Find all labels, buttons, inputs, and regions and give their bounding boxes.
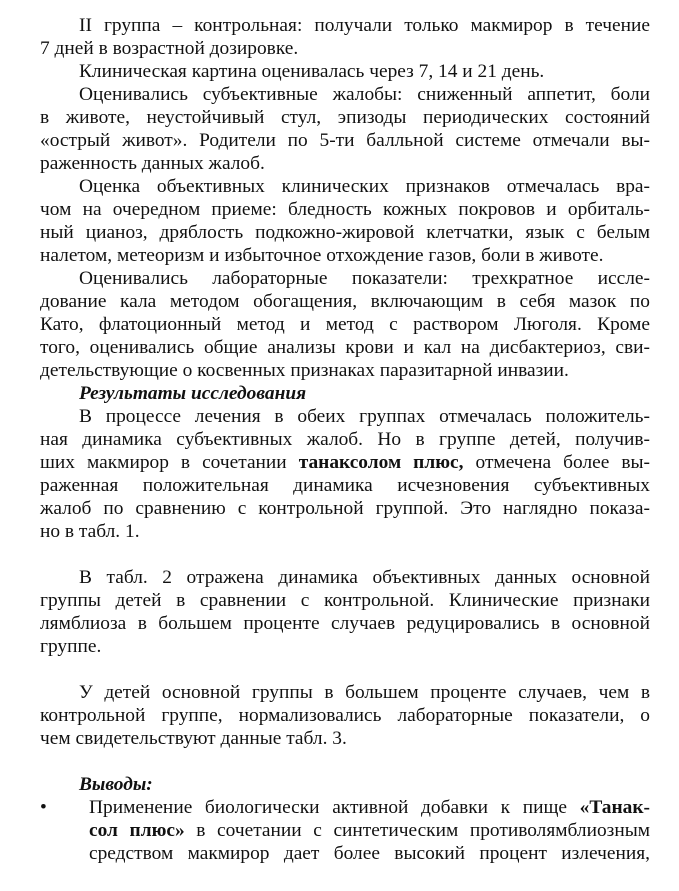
text-line: чем свидетельствуют данные табл. 3. (40, 728, 347, 749)
bullet-icon: • (40, 797, 47, 818)
text-line: II группа – контрольная: получали только макмирор в течение (79, 15, 650, 36)
text-run: ших макмирор в сочетании (40, 452, 299, 473)
conclusions-heading: Выводы: (79, 774, 153, 795)
text-line: ная динамика субъективных жалоб. Но в группе детей, получив- (40, 429, 650, 450)
text-run: в сочетании с синтетическим противолямблиозным (184, 820, 651, 841)
text-line: контрольной группе, нормализовались лабораторные показатели, о (40, 705, 650, 726)
text-line (40, 819, 650, 842)
text-line: Клиническая картина оценивалась через 7, 14 и 21 день. (79, 61, 545, 82)
text-line: В табл. 2 отражена динамика объективных данных основной (79, 567, 650, 588)
text-run: отмечена более вы- (463, 452, 650, 473)
text-line: детельствующие о косвенных признаках паразитарной инвазии. (40, 360, 569, 381)
text-line: чом на очередном приеме: бледность кожных покровов и орбиталь- (40, 199, 650, 220)
text-line: но в табл. 1. (40, 521, 140, 542)
bold-product-name: сол плюс» (89, 820, 185, 841)
text-line: в животе, неустойчивый стул, эпизоды периодических состояний (40, 107, 650, 128)
text-line: У детей основной группы в большем проценте случаев, чем в (79, 682, 650, 703)
text-line: группы детей в сравнении с контрольной. Клинические признаки (40, 590, 650, 611)
text-line: группе. (40, 636, 102, 657)
text-run: Применение биологически активной добавки к пище (89, 797, 580, 818)
text-line: средством макмирор дает более высокий процент излечения, (89, 843, 650, 864)
text-line: жалоб по сравнению с контрольной группой. Это наглядно показа- (40, 498, 650, 519)
text-line: раженность данных жалоб. (40, 153, 265, 174)
results-heading: Результаты исследования (79, 383, 307, 404)
text-line: Оценивались субъективные жалобы: сниженный аппетит, боли (79, 84, 650, 105)
text-line: Оценка объективных клинических признаков отмечалась вра- (79, 176, 650, 197)
bullet-line (40, 796, 650, 819)
blank-line (40, 543, 650, 566)
text-line: налетом, метеоризм и избыточное отхождение газов, боли в животе. (40, 245, 604, 266)
text-line: дование кала методом обогащения, включающим в себя мазок по (40, 291, 650, 312)
text-line (40, 451, 650, 474)
text-line: лямблиоза в большем проценте случаев редуцировались в основной (40, 613, 650, 634)
blank-line (40, 658, 650, 681)
text-line: 7 дней в возрастной дозировке. (40, 38, 299, 59)
text-line: Като, флатоционный метод и метод с раствором Люголя. Кроме (40, 314, 650, 335)
text-line: того, оценивались общие анализы крови и кал на дисбактериоз, сви- (40, 337, 650, 358)
document-page (40, 14, 650, 865)
text-line: раженная положительная динамика исчезновения субъективных (40, 475, 650, 496)
text-line: В процессе лечения в обеих группах отмечалась положитель- (79, 406, 650, 427)
bold-drug-name: танаксолом плюс, (298, 452, 464, 473)
text-line: Оценивались лабораторные показатели: трехкратное иссле- (79, 268, 650, 289)
bold-product-name: «Танак- (579, 797, 650, 818)
text-line: «острый живот». Родители по 5-ти балльной системе отмечали вы- (40, 130, 650, 151)
text-line: ный цианоз, дряблость подкожно-жировой клетчатки, язык с белым (40, 222, 650, 243)
blank-line (40, 750, 650, 773)
